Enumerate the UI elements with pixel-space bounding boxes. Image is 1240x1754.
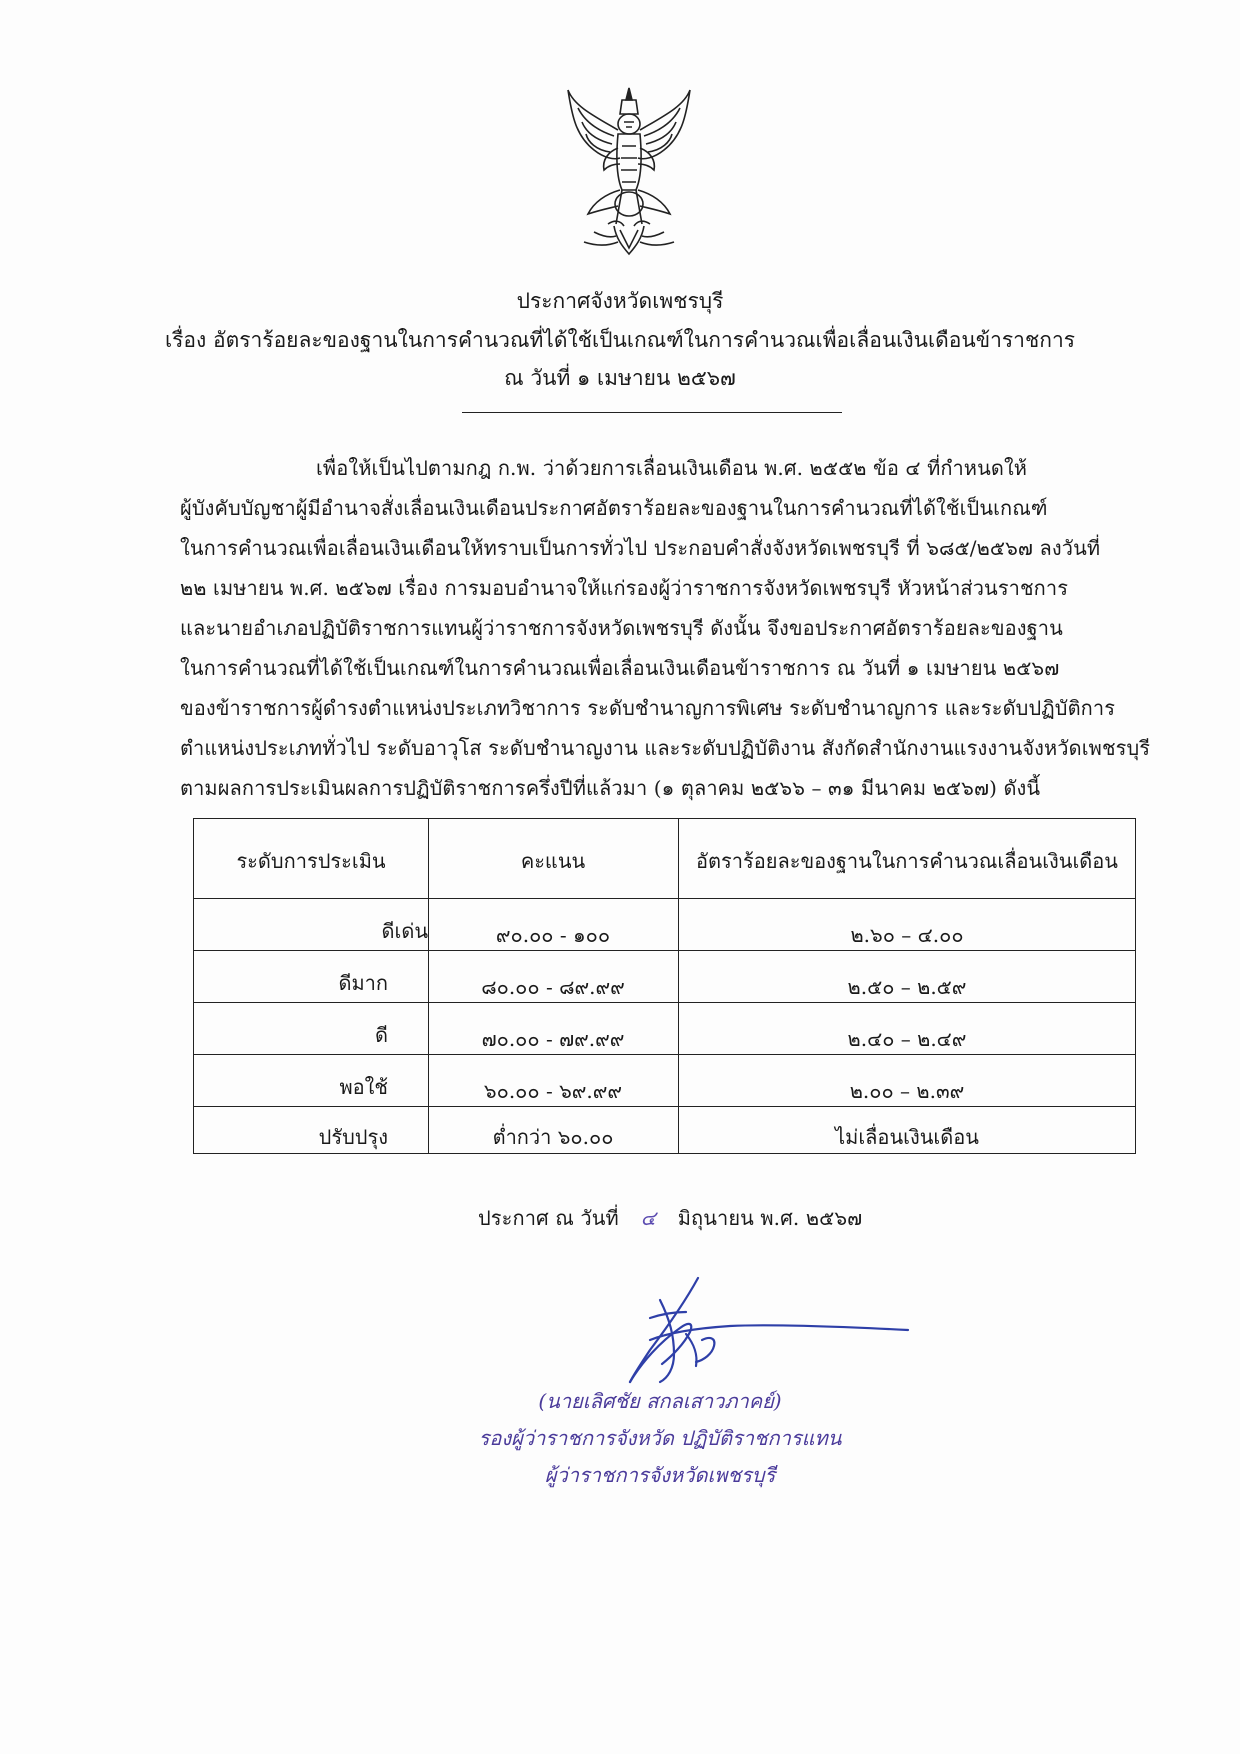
header-divider [462, 412, 842, 413]
table-header-rate: อัตราร้อยละของฐานในการคำนวณเลื่อนเงินเดือน [696, 849, 1118, 873]
table-cell-score: ต่ำกว่า ๖๐.๐๐ [492, 1125, 614, 1149]
document-subject: เรื่อง อัตราร้อยละของฐานในการคำนวณที่ได้ใช้เป็นเกณฑ์ในการคำนวณเพื่อเลื่อนเงินเดือนข้าราชการ [164, 328, 1076, 352]
handwritten-signature-icon [590, 1270, 930, 1390]
body-line: ๒๒ เมษายน พ.ศ. ๒๕๖๗ เรื่อง การมอบอำนาจให้แก่รองผู้ว่าราชการจังหวัดเพชรบุรี หัวหน้าส่วนราชการ [180, 576, 1069, 600]
body-line: ในการคำนวณเพื่อเลื่อนเงินเดือนให้ทราบเป็นการทั่วไป ประกอบคำสั่งจังหวัดเพชรบุรี ที่ ๖๘๕/๒๕๖๗ ลงวันที่ [180, 536, 1101, 560]
announce-date [478, 1202, 862, 1234]
table-cell-score: ๖๐.๐๐ - ๖๙.๙๙ [483, 1079, 623, 1103]
table-cell-rate: ๒.๔๐ – ๒.๔๙ [847, 1027, 967, 1051]
table-cell-level: พอใช้ [339, 1075, 388, 1099]
table-cell-level: ปรับปรุง [318, 1125, 388, 1149]
body-line: ของข้าราชการผู้ดำรงตำแหน่งประเภทวิชาการ ระดับชำนาญการพิเศษ ระดับชำนาญการ และระดับปฏิบัติการ [180, 696, 1116, 720]
announce-day: ๔ [640, 1206, 656, 1230]
body-line: ตำแหน่งประเภททั่วไป ระดับอาวุโส ระดับชำนาญงาน และระดับปฏิบัติงาน สังกัดสำนักงานแรงงานจังหวัดเพชรบุรี [180, 736, 1151, 760]
announce-prefix: ประกาศ ณ วันที่ [478, 1206, 619, 1230]
body-line: ตามผลการประเมินผลการปฏิบัติราชการครึ่งปีที่แล้วมา (๑ ตุลาคม ๒๕๖๖ – ๓๑ มีนาคม ๒๕๖๗) ดังนี้ [180, 776, 1041, 800]
signatory-name: (นายเลิศชัย สกลเสาวภาคย์) [538, 1389, 782, 1413]
table-cell-level: ดี [375, 1023, 388, 1047]
garuda-emblem-icon [564, 86, 694, 258]
document-title: ประกาศจังหวัดเพชรบุรี [516, 289, 724, 313]
table-cell-score: ๗๐.๐๐ - ๗๙.๙๙ [481, 1027, 625, 1051]
body-line: ผู้บังคับบัญชาผู้มีอำนาจสั่งเลื่อนเงินเดือนประกาศอัตราร้อยละของฐานในการคำนวณที่ได้ใช้เป็นเกณฑ์ [180, 496, 1048, 520]
table-cell-rate: ๒.๕๐ – ๒.๕๙ [847, 975, 967, 999]
table-cell-level: ดีมาก [338, 971, 388, 995]
table-header-level: ระดับการประเมิน [236, 849, 386, 873]
body-line: เพื่อให้เป็นไปตามกฎ ก.พ. ว่าด้วยการเลื่อนเงินเดือน พ.ศ. ๒๕๕๒ ข้อ ๔ ที่กำหนดให้ [316, 456, 1028, 480]
document-as-of-date: ณ วันที่ ๑ เมษายน ๒๕๖๗ [504, 366, 736, 390]
announce-suffix: มิถุนายน พ.ศ. ๒๕๖๗ [677, 1206, 863, 1230]
evaluation-table [193, 818, 1136, 1154]
table-header-score: คะแนน [520, 849, 586, 873]
body-line: และนายอำเภอปฏิบัติราชการแทนผู้ว่าราชการจังหวัดเพชรบุรี ดังนั้น จึงขอประกาศอัตราร้อยละของฐาน [180, 616, 1063, 640]
signatory-position: รองผู้ว่าราชการจังหวัด ปฏิบัติราชการแทน [478, 1426, 842, 1450]
table-cell-score: ๙๐.๐๐ - ๑๐๐ [495, 923, 611, 947]
signatory-position-2: ผู้ว่าราชการจังหวัดเพชรบุรี [544, 1463, 776, 1487]
table-divider [194, 898, 1135, 899]
table-cell-level: ดีเด่น [381, 919, 428, 943]
body-line: ในการคำนวณที่ได้ใช้เป็นเกณฑ์ในการคำนวณเพื่อเลื่อนเงินเดือนข้าราชการ ณ วันที่ ๑ เมษายน ๒๕๖๗ [180, 656, 1060, 680]
table-cell-rate: ๒.๖๐ – ๔.๐๐ [850, 923, 964, 947]
table-cell-score: ๘๐.๐๐ - ๘๙.๙๙ [481, 975, 625, 999]
table-cell-rate: ๒.๐๐ – ๒.๓๙ [849, 1079, 965, 1103]
table-cell-rate: ไม่เลื่อนเงินเดือน [835, 1125, 979, 1149]
